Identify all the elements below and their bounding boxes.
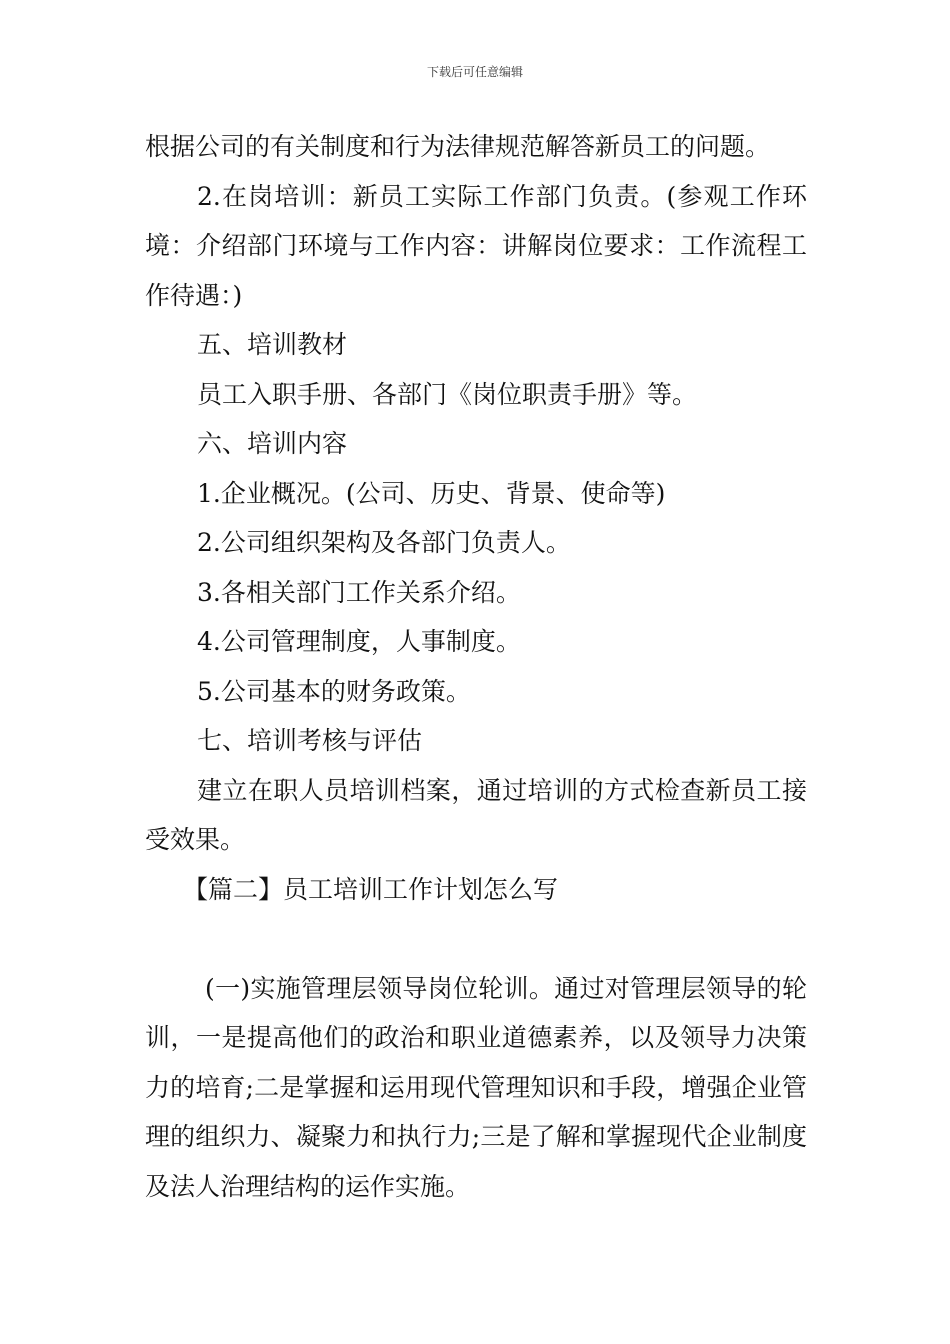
page-header: 下载后可任意编辑: [426, 65, 523, 79]
heading-training-content: 六、培训内容: [197, 429, 348, 458]
list-item: 1.企业概况。(公司、历史、背景、使命等): [197, 478, 666, 508]
blank-line: [145, 914, 807, 964]
paragraph-materials: 员工入职手册、各部门《岗位职责手册》等。: [197, 379, 698, 409]
section-title: 【篇二】员工培训工作计划怎么写: [183, 874, 559, 904]
list-item: 5.公司基本的财务政策。: [197, 676, 471, 706]
paragraph-intro: 根据公司的有关制度和行为法律规范解答新员工的问题。: [145, 132, 771, 161]
list-item: 2.公司组织架构及各部门负责人。: [197, 528, 571, 557]
heading-training-materials: 五、培训教材: [197, 330, 348, 359]
paragraph-management-rotation: (一)实施管理层领导岗位轮训。通过对管理层领导的轮训，一是提高他们的政治和职业道德素养，以及领导力决策力的培育;二是掌握和运用现代管理知识和手段，增强企业管理的组织力、凝聚力和执行力;三是了解和掌握现代企业制度及法人治理结构的运作实施。: [145, 973, 807, 1201]
list-item: 3.各相关部门工作关系介绍。: [197, 577, 521, 607]
list-item: 4.公司管理制度，人事制度。: [197, 627, 521, 656]
paragraph-assessment: 建立在职人员培训档案，通过培训的方式检查新员工接受效果。: [145, 775, 807, 854]
paragraph-onsite-training: 2.在岗培训：新员工实际工作部门负责。(参观工作环境：介绍部门环境与工作内容：讲解岗位要求：工作流程工作待遇：): [145, 181, 807, 310]
document-body: [145, 122, 807, 1211]
heading-assessment: 七、培训考核与评估: [197, 726, 423, 755]
